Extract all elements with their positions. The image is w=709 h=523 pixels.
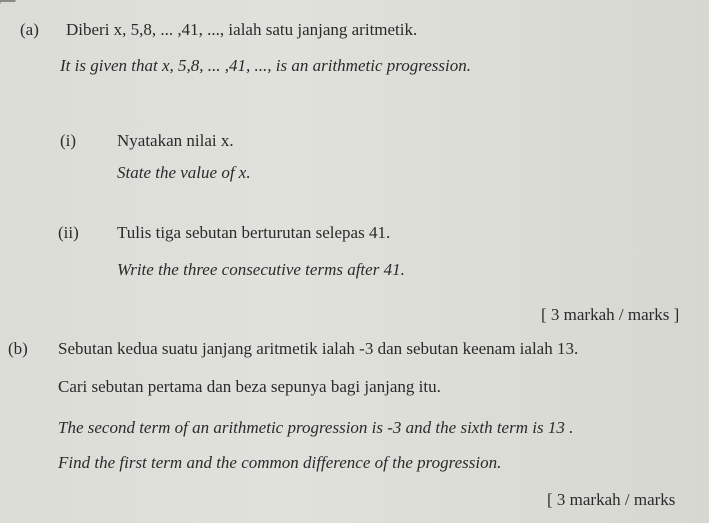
question-a-label: (a) [20, 20, 39, 39]
part-i-label: (i) [60, 131, 77, 150]
question-b-malay-text-2: Cari sebutan pertama dan beza sepunya bagi janjang itu. [58, 377, 441, 396]
question-a-marks: [ 3 markah / marks ] [541, 305, 680, 324]
part-ii-english-text: Write the three consecutive terms after 41. [117, 260, 405, 279]
pen-mark [0, 0, 16, 30]
part-i-english-text: State the value of x. [117, 163, 251, 182]
part-ii-label: (ii) [58, 223, 79, 242]
part-ii-malay-text: Tulis tiga sebutan berturutan selepas 41. [117, 223, 391, 242]
question-b-label: (b) [8, 339, 28, 358]
question-a-malay-text: Diberi x, 5,8, ... ,41, ..., ialah satu janjang aritmetik. [66, 20, 418, 39]
question-b-english-text-2: Find the first term and the common difference of the progression. [58, 453, 502, 472]
question-b-english-text-1: The second term of an arithmetic progression is -3 and the sixth term is 13 . [58, 418, 574, 437]
part-i-malay-text: Nyatakan nilai x. [117, 131, 234, 150]
question-a-english-text: It is given that x, 5,8, ... ,41, ..., is an arithmetic progression. [60, 56, 471, 75]
question-b-marks: [ 3 markah / marks [547, 490, 676, 509]
question-b-malay-text-1: Sebutan kedua suatu janjang aritmetik ialah -3 dan sebutan keenam ialah 13. [58, 339, 579, 358]
